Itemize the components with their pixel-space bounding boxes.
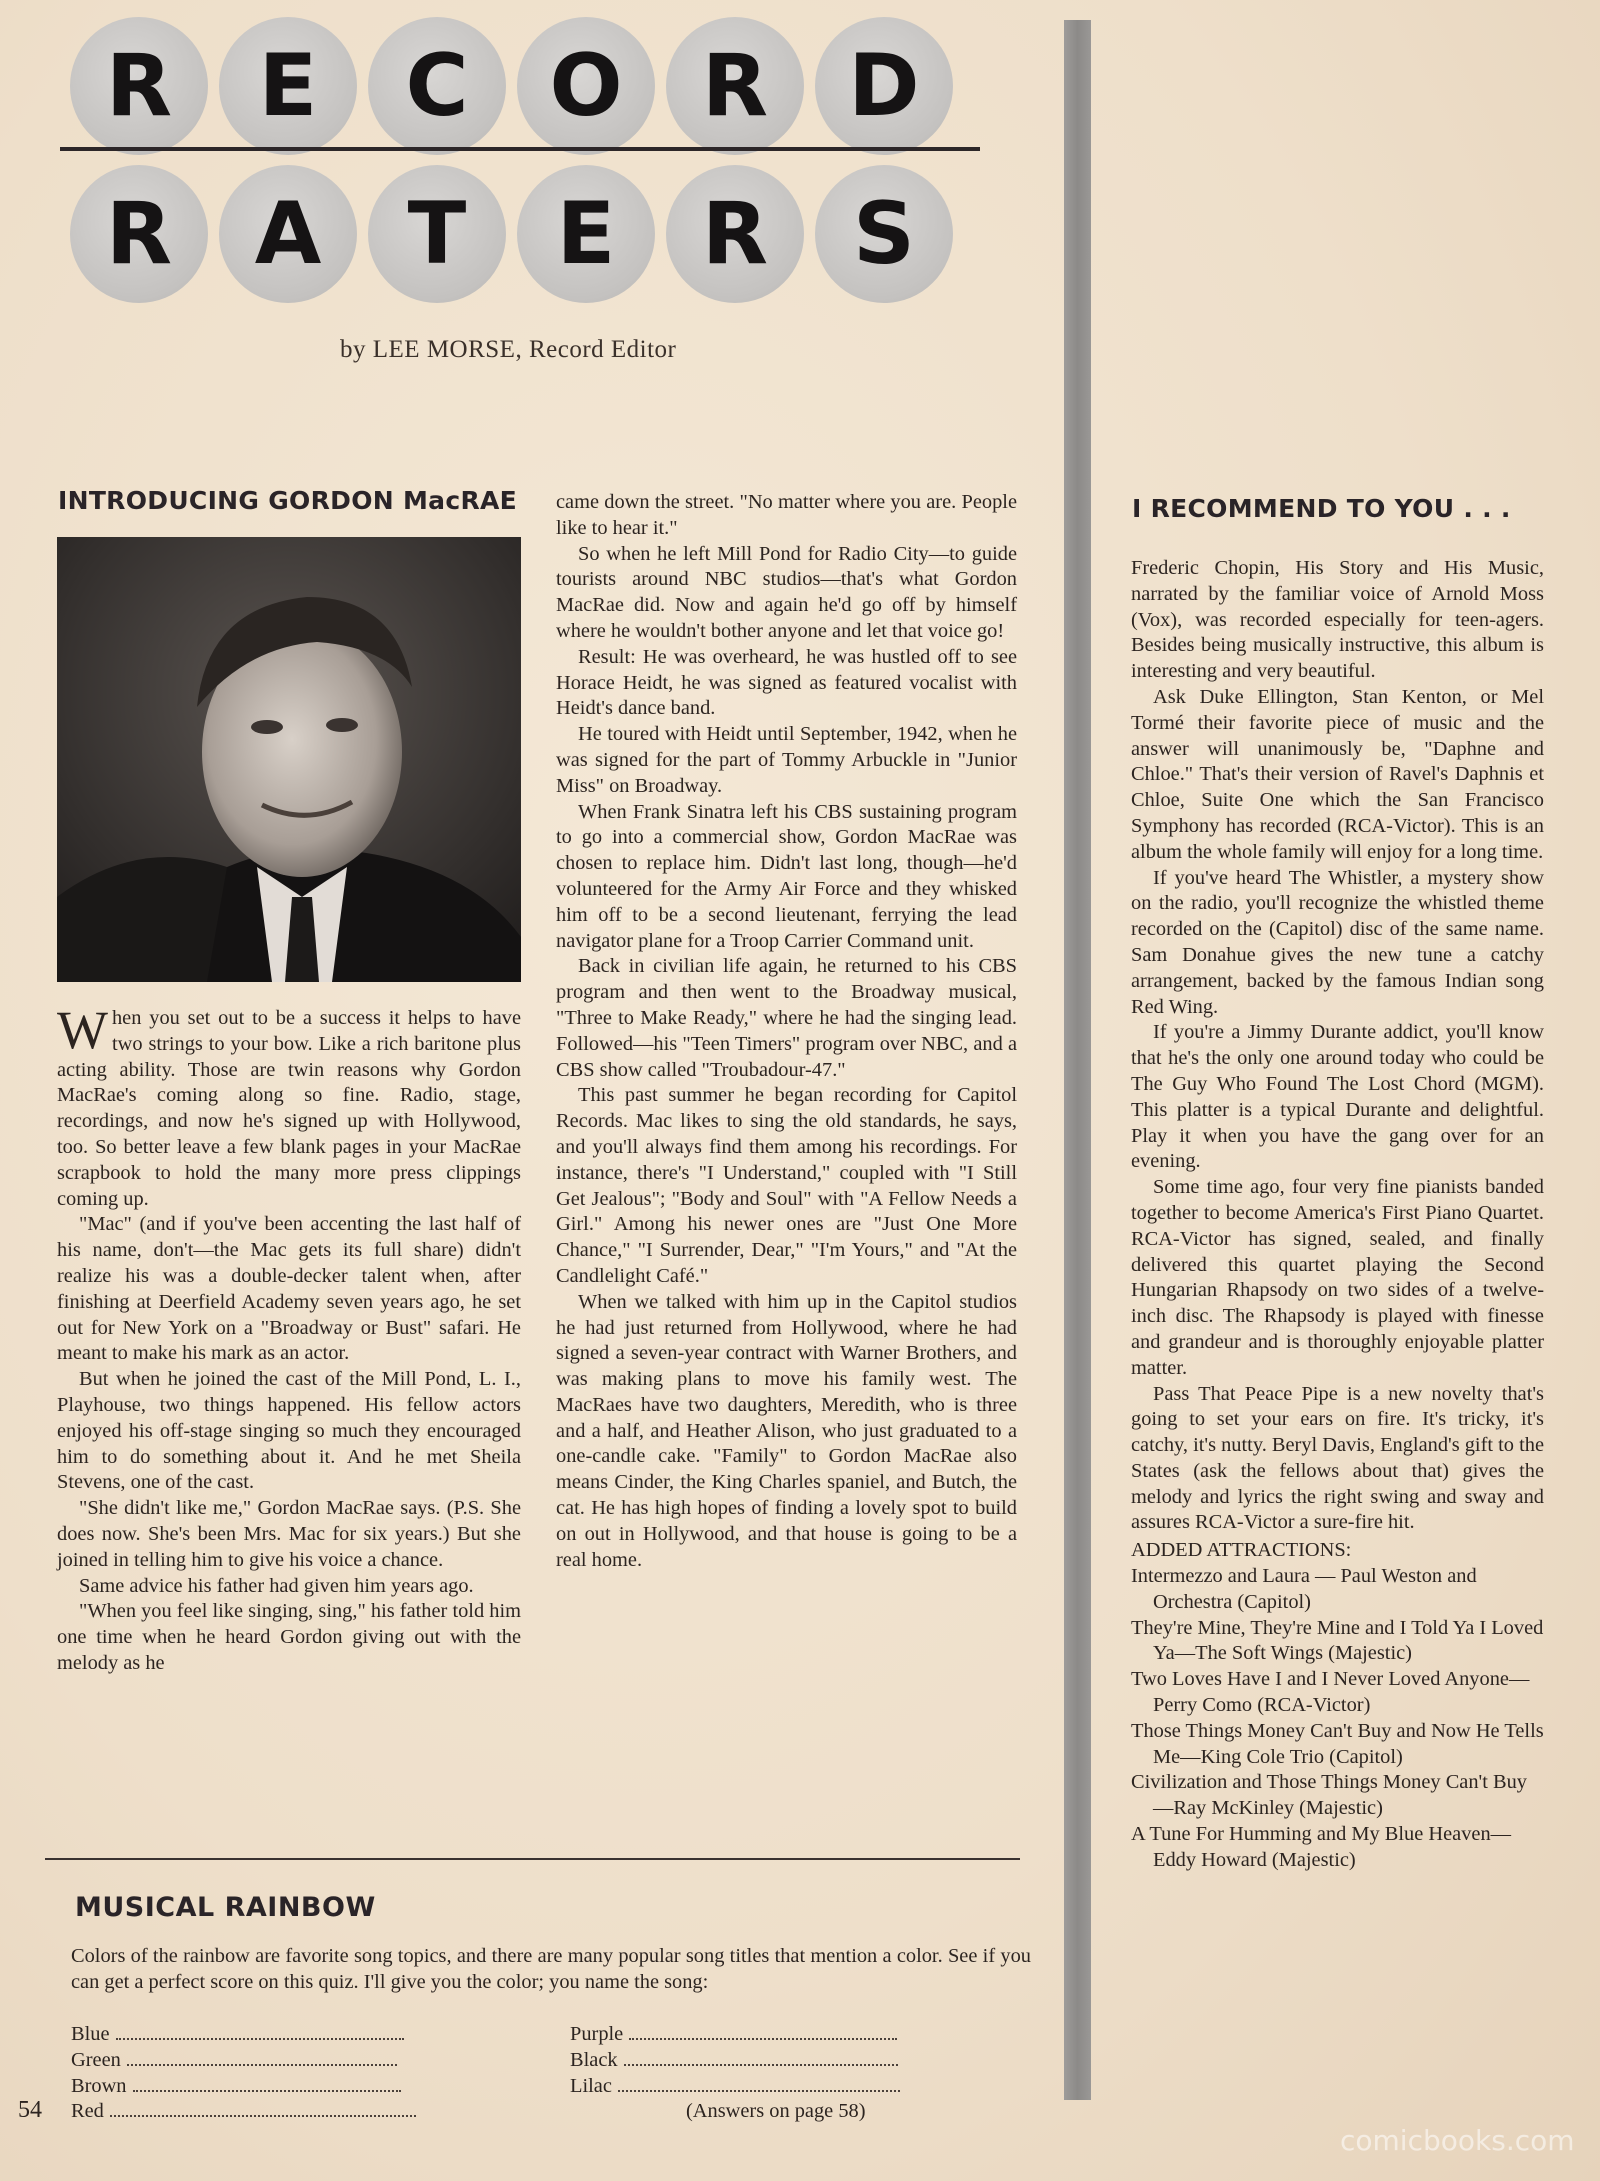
intro-column-2 xyxy=(556,490,1017,1573)
quiz-item: Purple xyxy=(570,2022,900,2048)
portrait-image xyxy=(57,537,521,982)
quiz-item: Black xyxy=(570,2048,900,2074)
intro-paragraph: "When you feel like singing, sing," his father told him one time when he heard Gordon giving out with the melody as he xyxy=(57,1600,521,1674)
section-heading-introducing: INTRODUCING GORDON MacRAE xyxy=(58,486,518,515)
drop-cap: W xyxy=(57,1000,108,1060)
section-divider xyxy=(45,1858,1020,1860)
answer-blank[interactable] xyxy=(110,2101,416,2117)
title-letter: O xyxy=(517,17,655,155)
title-row-raters xyxy=(70,165,953,303)
quiz-item: Blue xyxy=(71,2022,416,2048)
recommend-paragraph: If you've heard The Whistler, a mystery show on the radio, you'll recognize the whistled theme recorded on the (Capitol) disc of the same name. Sam Donahue gives the new tune a catchy arrangement, backed by the famous Indian song Red Wing. xyxy=(1131,866,1544,1018)
added-attraction-item: Intermezzo and Laura — Paul Weston and Orchestra (Capitol) xyxy=(1131,1565,1477,1613)
section-heading-recommend: I RECOMMEND TO YOU . . . xyxy=(1132,494,1511,523)
intro-column-1 xyxy=(57,1000,521,1677)
title-letter: E xyxy=(219,17,357,155)
title-letter: T xyxy=(368,165,506,303)
intro-paragraph: "Mac" (and if you've been accenting the last half of his name, don't—the Mac gets its full share) didn't realize his was a double-decker talent when, after finishing at Deerfield Academy seven years ago, he set out for New York on a "Broadway or Bust" safari. He meant to make his mark as an actor. xyxy=(57,1213,521,1365)
added-attraction-item: They're Mine, They're Mine and I Told Ya I Loved Ya—The Soft Wings (Majestic) xyxy=(1131,1616,1544,1665)
recommend-paragraph: If you're a Jimmy Durante addict, you'll know that he's the only one around today who could be The Guy Who Found The Lost Chord (MGM). This platter is a typical Durante and delightful. Play it when you have the gang over for an evening. xyxy=(1131,1021,1544,1173)
title-letter: A xyxy=(219,165,357,303)
added-attraction-item: A Tune For Humming and My Blue Heaven—Eddy Howard (Majestic) xyxy=(1131,1823,1512,1871)
title-row-record xyxy=(70,17,953,155)
title-letter: R xyxy=(70,165,208,303)
gordon-macrae-photo xyxy=(57,537,521,982)
intro-paragraph: But when he joined the cast of the Mill Pond, L. I., Playhouse, two things happened. His fellow actors enjoyed his off-stage singing so much they encouraged him to do something about it. And he met Sheila Stevens, one of the cast. xyxy=(57,1368,521,1494)
title-letter: R xyxy=(70,17,208,155)
title-divider xyxy=(60,147,980,151)
answer-blank[interactable] xyxy=(629,2024,897,2040)
quiz-right-list xyxy=(570,2022,900,2099)
watermark: comicbooks.com xyxy=(1340,2124,1575,2157)
intro-paragraph: Same advice his father had given him years ago. xyxy=(79,1574,474,1597)
recommend-column xyxy=(1131,556,1544,1874)
quiz-intro: Colors of the rainbow are favorite song topics, and there are many popular song titles that mention a color. See if you can get a perfect score on this quiz. I'll give you the color; you name the song: xyxy=(71,1945,1031,1993)
intro-paragraph: When we talked with him up in the Capitol studios he had just returned from Hollywood, where he had signed a seven-year contract with Warner Brothers, and was making plans to move his family west. The MacRaes have two daughters, Meredith, who is three and a half, and Heather Alison, who just graduated to a one-candle cake. "Family" to Gordon MacRae also means Cinder, the King Charles spaniel, and Butch, the cat. He has high hopes of finding a lovely spot to build on out in Hollywood, and that house is going to be a real home. xyxy=(556,1290,1017,1571)
column-divider-bar xyxy=(1064,20,1091,2100)
answer-blank[interactable] xyxy=(618,2076,900,2092)
title-letter: R xyxy=(666,17,804,155)
quiz-item: Lilac xyxy=(570,2074,900,2100)
title-letter: E xyxy=(517,165,655,303)
quiz-item: Brown xyxy=(71,2074,416,2100)
added-attractions-heading: ADDED ATTRACTIONS: xyxy=(1131,1539,1352,1562)
added-attraction-item: Two Loves Have I and I Never Loved Anyone—Perry Como (RCA-Victor) xyxy=(1131,1668,1530,1717)
answer-blank[interactable] xyxy=(624,2050,898,2066)
intro-paragraph: He toured with Heidt until September, 1942, when he was signed for the part of Tommy Arbuckle in "Junior Miss" on Broadway. xyxy=(556,723,1017,797)
answer-blank[interactable] xyxy=(133,2076,401,2092)
answers-note: (Answers on page 58) xyxy=(686,2100,866,2122)
byline: by LEE MORSE, Record Editor xyxy=(340,336,677,363)
added-attraction-item: Civilization and Those Things Money Can't Buy—Ray McKinley (Majestic) xyxy=(1131,1771,1527,1820)
recommend-paragraph: Pass That Peace Pipe is a new novelty that's going to set your ears on fire. It's tricky, it's catchy, it's nutty. Beryl Davis, England's gift to the States (ask the fellows about that) gives the melody and lyrics the right swing and sway and assures RCA-Victor a sure-fire hit. xyxy=(1131,1382,1545,1534)
title-letter: D xyxy=(815,17,953,155)
intro-paragraph: So when he left Mill Pond for Radio City—to guide tourists around NBC studios—that's what Gordon MacRae did. Now and again he'd go off by himself where he wouldn't bother anyone and let that voice go! xyxy=(556,542,1017,642)
title-letter: S xyxy=(815,165,953,303)
intro-paragraph: When you set out to be a success it helps to have two strings to your bow. Like a rich baritone plus acting ability. Those are twin reasons why Gordon MacRae's coming along so fine. Radio, stage, recordings, and now he's signed up with Hollywood, too. So better leave a few blank pages in your MacRae scrapbook to hold the many more press clippings coming up. xyxy=(57,1000,521,1210)
recommend-paragraph: Ask Duke Ellington, Stan Kenton, or Mel Tormé their favorite piece of music and the answer will unanimously be, "Daphne and Chloe." That's their version of Ravel's Daphnis et Chloe, Suite One which the San Francisco Symphony has recorded (RCA-Victor). This is an album the whole family will enjoy for a long time. xyxy=(1131,685,1544,863)
page-number: 54 xyxy=(18,2097,42,2123)
recommend-paragraph: Some time ago, four very fine pianists banded together to become America's First Piano Quartet. RCA-Victor has signed, sealed, and finally delivered this quartet playing the Second Hungarian Rhapsody on two sides of a twelve-inch disc. The Rhapsody is played with finesse and grandeur and is thoroughly enjoyable platter matter. xyxy=(1131,1176,1544,1379)
intro-paragraph: came down the street. "No matter where you are. People like to hear it." xyxy=(556,491,1017,539)
quiz-item: Red xyxy=(71,2099,416,2125)
intro-paragraph: Back in civilian life again, he returned to his CBS program and then went to the Broadway musical, "Three to Make Ready," where he had the singing lead. Followed—his "Teen Timers" program over NBC, and a CBS show called "Troubadour-47." xyxy=(556,955,1017,1081)
added-attractions-list xyxy=(1131,1564,1544,1874)
intro-paragraph: This past summer he began recording for Capitol Records. Mac likes to sing the old standards, he says, and you'll always find them among his recordings. For instance, there's "I Understand," coupled with "I Still Get Jealous"; "Body and Soul" with "A Fellow Needs a Girl." Among his newer ones are "Just One More Chance," "I Surrender, Dear," "I'm Yours," and "At the Candlelight Café." xyxy=(556,1084,1017,1287)
intro-paragraph: When Frank Sinatra left his CBS sustaining program to go into a commercial show, Gordon MacRae was chosen to replace him. Didn't last long, though—he'd volunteered for the Army Air Force and they whisked him off to be a second lieutenant, ferrying the lead navigator plane for a Troop Carrier Command unit. xyxy=(556,800,1017,952)
answer-blank[interactable] xyxy=(116,2024,404,2040)
recommend-paragraph: Frederic Chopin, His Story and His Music, narrated by the familiar voice of Arnold Moss (Vox), was recorded especially for teen-agers. Besides being musically instructive, this album is interesting and very beautiful. xyxy=(1131,557,1544,683)
title-letter: R xyxy=(666,165,804,303)
added-attraction-item: Those Things Money Can't Buy and Now He Tells Me—King Cole Trio (Capitol) xyxy=(1131,1719,1544,1768)
intro-paragraph: "She didn't like me," Gordon MacRae says. (P.S. She does now. She's been Mrs. Mac for six years.) But she joined in telling him to give his voice a chance. xyxy=(57,1497,521,1571)
quiz-left-list xyxy=(71,2022,416,2125)
quiz-item: Green xyxy=(71,2048,416,2074)
title-letter: C xyxy=(368,17,506,155)
section-heading-musical-rainbow: MUSICAL RAINBOW xyxy=(75,1892,376,1923)
intro-paragraph: Result: He was overheard, he was hustled off to see Horace Heidt, he was signed as featured vocalist with Heidt's dance band. xyxy=(556,645,1017,720)
answer-blank[interactable] xyxy=(127,2050,397,2066)
